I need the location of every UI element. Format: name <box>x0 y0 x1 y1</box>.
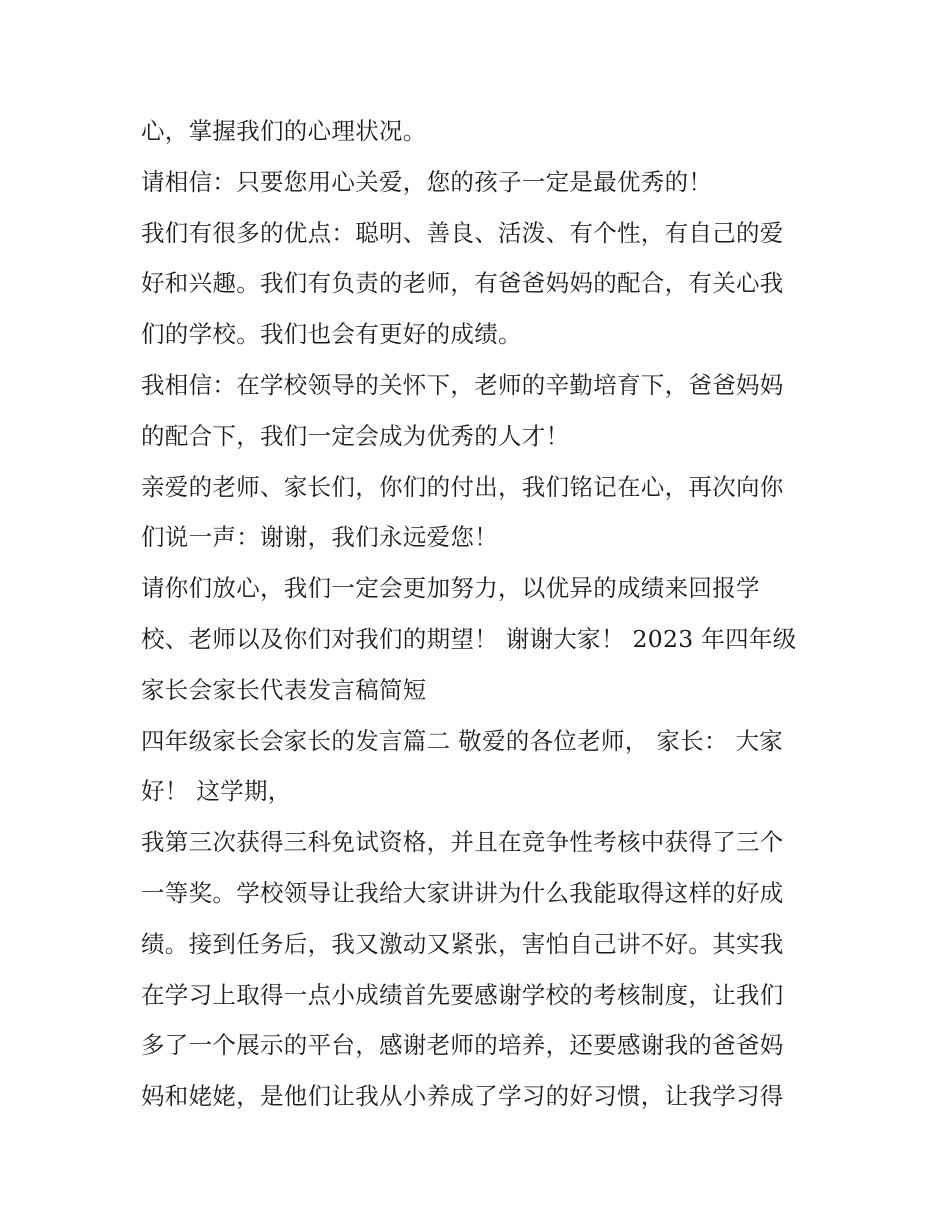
text-line-6: 我相信：在学校领导的关怀下，老师的辛勤培育下，爸爸妈妈 <box>141 370 784 399</box>
text-line-8: 亲爱的老师、家长们，你们的付出，我们铭记在心，再次向你 <box>141 472 784 501</box>
text-line-5: 们的学校。我们也会有更好的成绩。 <box>141 320 522 349</box>
text-line-13: 四年级家长会家长的发言篇二 敬爱的各位老师， 家长： 大家 <box>141 726 784 755</box>
text-line-20: 妈和姥姥，是他们让我从小养成了学习的好习惯，让我学习得 <box>141 1082 784 1111</box>
text-line-12: 家长会家长代表发言稿简短 <box>141 675 427 704</box>
text-line-10: 请你们放心，我们一定会更加努力，以优异的成绩来回报学 <box>141 574 760 603</box>
text-line-19: 多了一个展示的平台，感谢老师的培养，还要感谢我的爸爸妈 <box>141 1031 784 1060</box>
text-line-9: 们说一声：谢谢，我们永远爱您！ <box>141 523 498 552</box>
text-line-2: 请相信：只要您用心关爱，您的孩子一定是最优秀的！ <box>141 167 713 196</box>
text-line-3: 我们有很多的优点：聪明、善良、活泼、有个性，有自己的爱 <box>141 218 784 247</box>
text-line-7: 的配合下，我们一定会成为优秀的人才！ <box>141 421 570 450</box>
text-line-17: 绩。接到任务后，我又激动又紧张，害怕自己讲不好。其实我 <box>141 929 784 958</box>
text-line-18: 在学习上取得一点小成绩首先要感谢学校的考核制度，让我们 <box>141 980 784 1009</box>
body-text <box>141 106 821 1122</box>
text-line-11: 校、老师以及你们对我们的期望！ 谢谢大家！ 2023 年四年级 <box>141 624 797 653</box>
text-line-1: 心，掌握我们的心理状况。 <box>141 117 427 145</box>
text-line-15: 我第三次获得三科免试资格，并且在竞争性考核中获得了三个 <box>141 828 784 857</box>
text-line-4: 好和兴趣。我们有负责的老师，有爸爸妈妈的配合，有关心我 <box>141 269 784 298</box>
text-line-16: 一等奖。学校领导让我给大家讲讲为什么我能取得这样的好成 <box>141 878 784 907</box>
text-line-14: 好！ 这学期， <box>141 777 292 806</box>
